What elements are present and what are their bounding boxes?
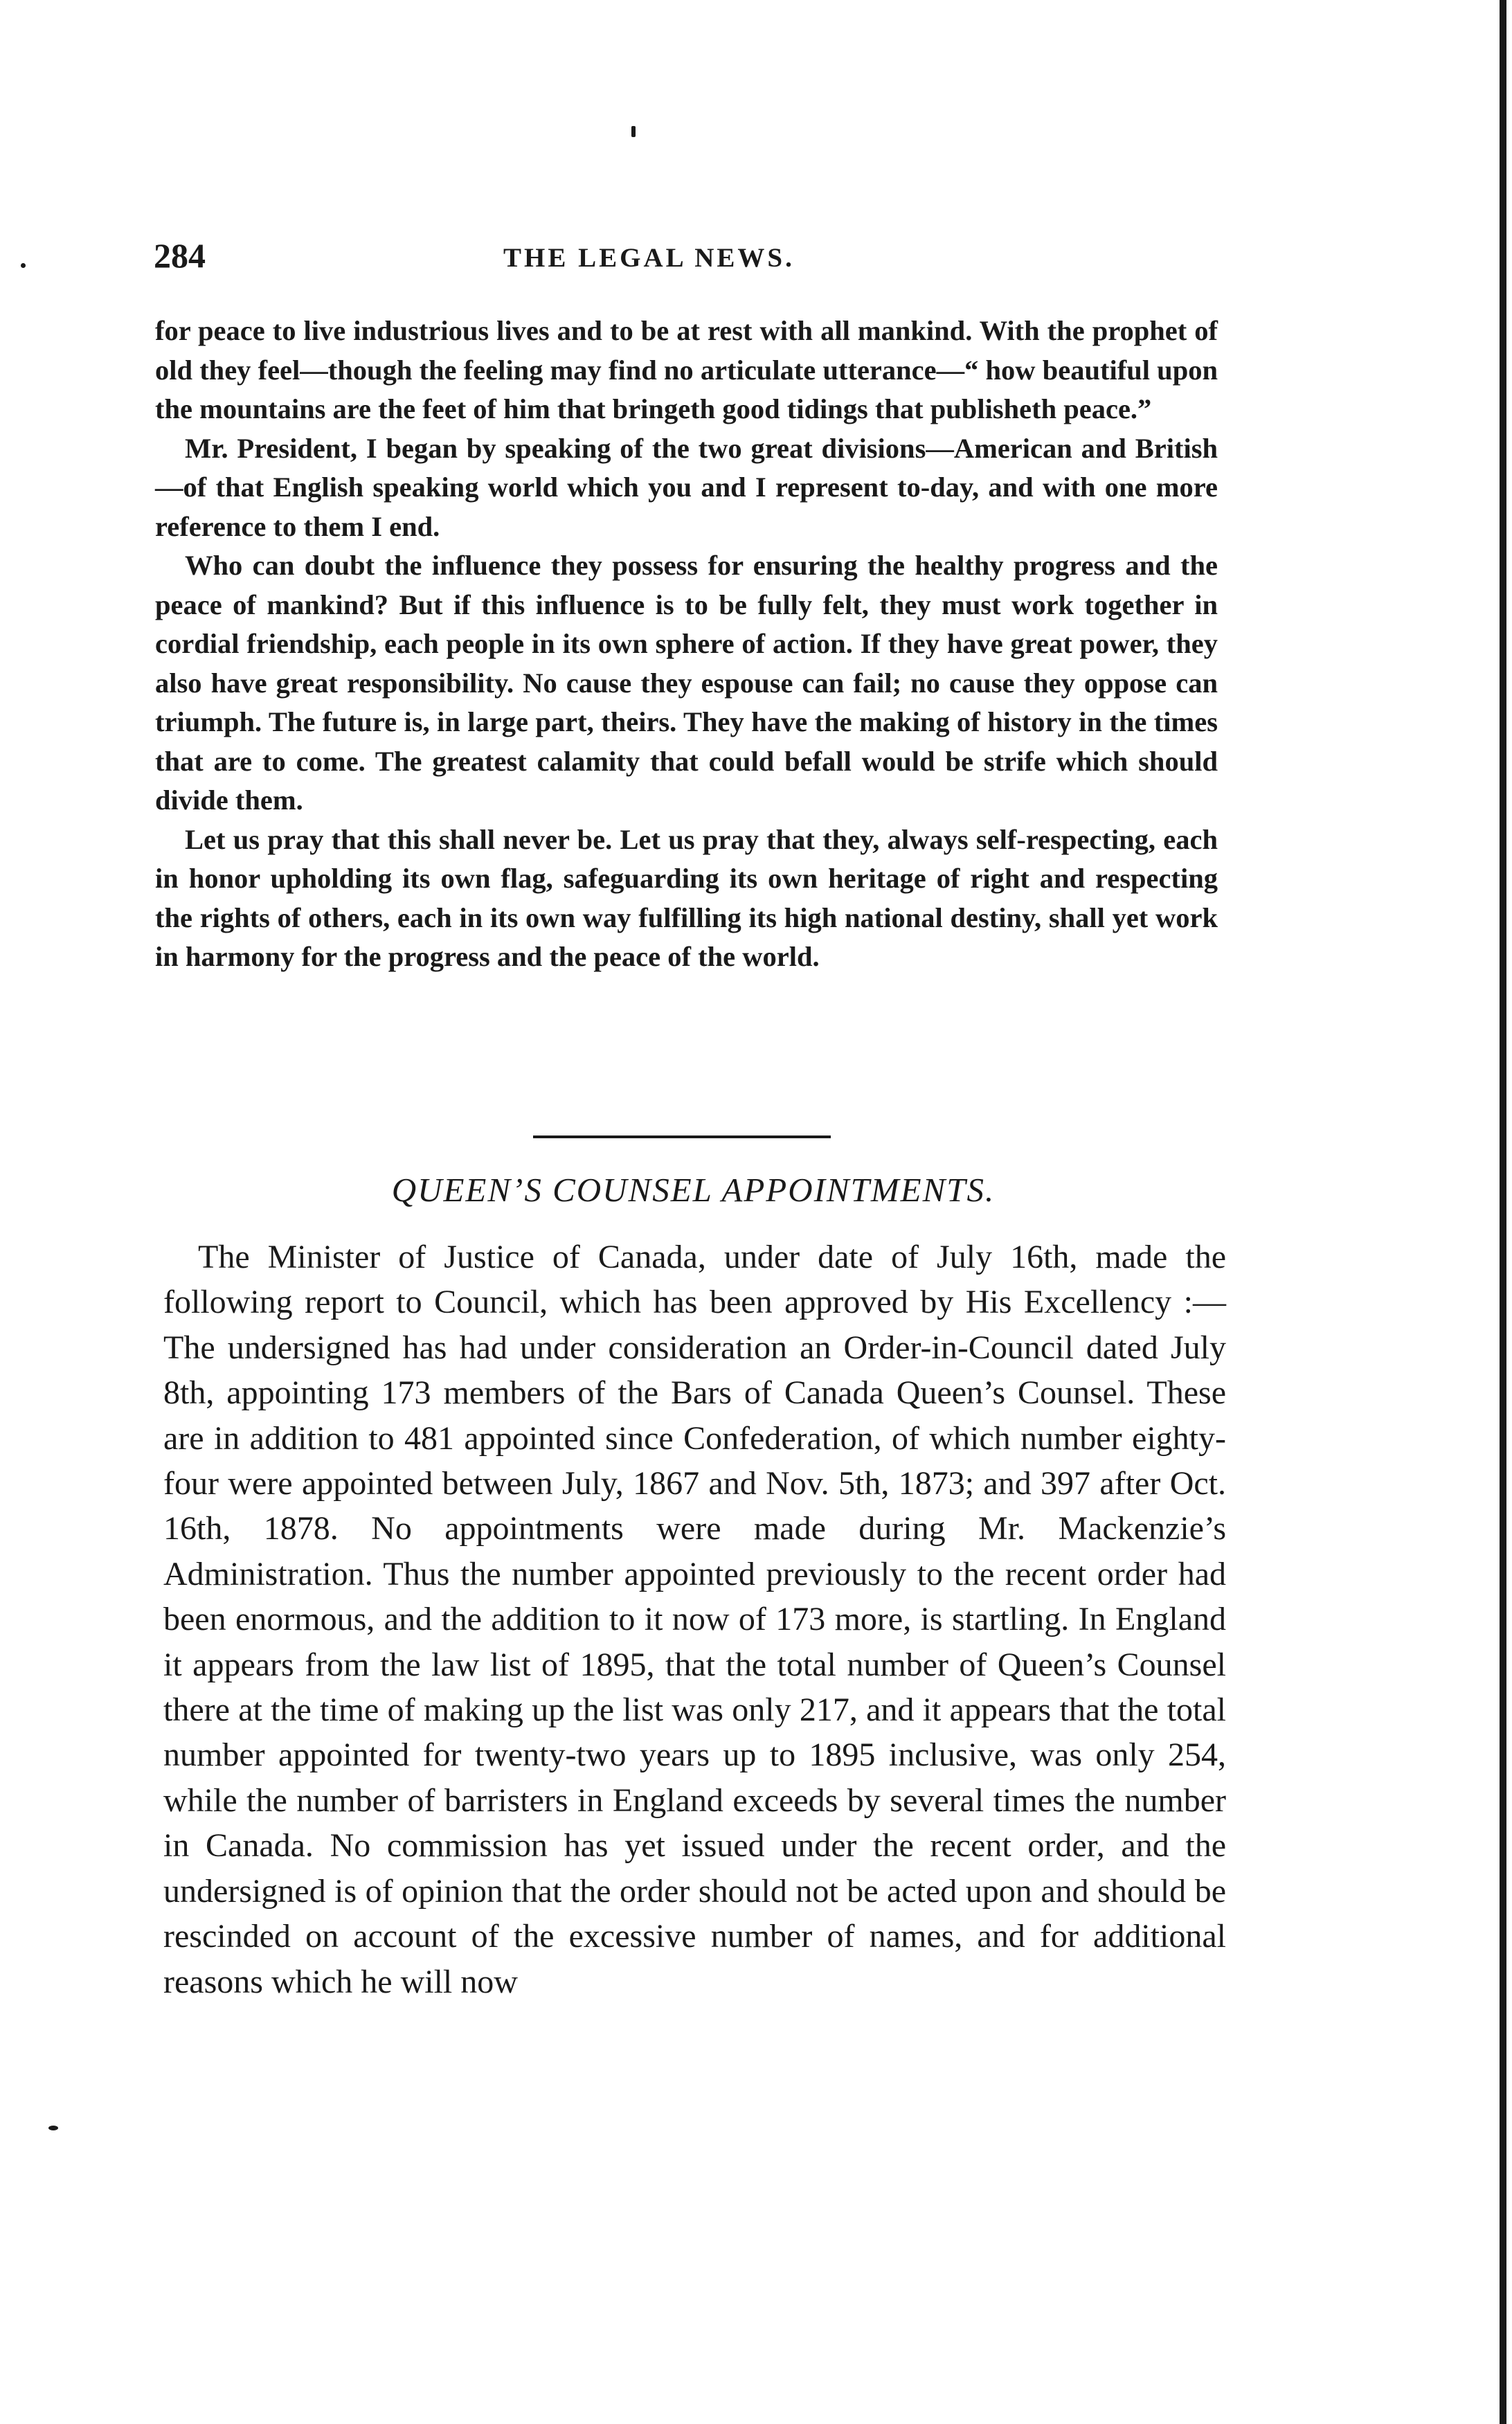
continued-article [155, 312, 1218, 977]
print-mark [631, 126, 636, 137]
paragraph: for peace to live industrious lives and to be at rest with all mankind. With the prophet of old they feel—though the feeling may find no articulate utterance—“ how beautiful upon the mountains are the feet of him that bringeth good tidings that publisheth peace.” [155, 315, 1218, 424]
paragraph: Who can doubt the influence they possess for ensuring the healthy progress and the peace of mankind? But if this influence is to be fully felt, they must work together in cordial friendship, each people in its own sphere of action. If they have great power, they also have great responsibility. No cause they espouse can fail; no cause they oppose can triumph. The future is, in large part, theirs. They have the making of history in the times that are to come. The greatest calamity that could befall would be strife which should divide them. [155, 550, 1218, 816]
paragraph: Mr. President, I began by speaking of the two great divisions—American and British—of that English speaking world which you and I represent to-day, and with one more reference to them I end. [155, 432, 1218, 542]
page-edge-rule [1500, 0, 1506, 2424]
section-divider [533, 1135, 831, 1138]
page-number: 284 [154, 236, 206, 275]
running-head [154, 235, 1213, 284]
article-heading: QUEEN’S COUNSEL APPOINTMENTS. [391, 1171, 996, 1209]
paragraph: Let us pray that this shall never be. Let us pray that they, always self-respecting, each in honor upholding its own flag, safeguarding its own heritage of right and respecting the rights of others, each in its own way fulfilling its high national destiny, shall yet work in harmony for the progress and the peace of the world. [155, 823, 1218, 972]
journal-title: THE LEGAL NEWS. [503, 243, 795, 273]
print-mark [21, 263, 26, 268]
article-body [163, 1235, 1226, 2004]
paragraph: The Minister of Justice of Canada, under date of July 16th, made the following report to Council, which has been approved by His Excellency :—The undersigned has had under consideration an Order-in-Council dated July 8th, appointing 173 members of the Bars of Canada Queen’s Counsel. These are in addition to 481 appointed since Confederation, of which number eighty-four were appointed between July, 1867 and Nov. 5th, 1873; and 397 after Oct. 16th, 1878. No appointments were made during Mr. Mackenzie’s Administration. Thus the number appointed previously to the recent order had been enormous, and the addition to it now of 173 more, is startling. In England it appears from the law list of 1895, that the total number of Queen’s Counsel there at the time of making up the list was only 217, and it appears that the total number appointed for twenty-two years up to 1895 inclusive, was only 254, while the number of barristers in England exceeds by several times the number in Canada. No commission has yet issued under the recent order, and the undersigned is of opinion that the order should not be acted upon and should be rescinded on account of the excessive number of names, and for additional reasons which he will now [163, 1239, 1226, 2000]
print-mark [48, 2126, 58, 2130]
